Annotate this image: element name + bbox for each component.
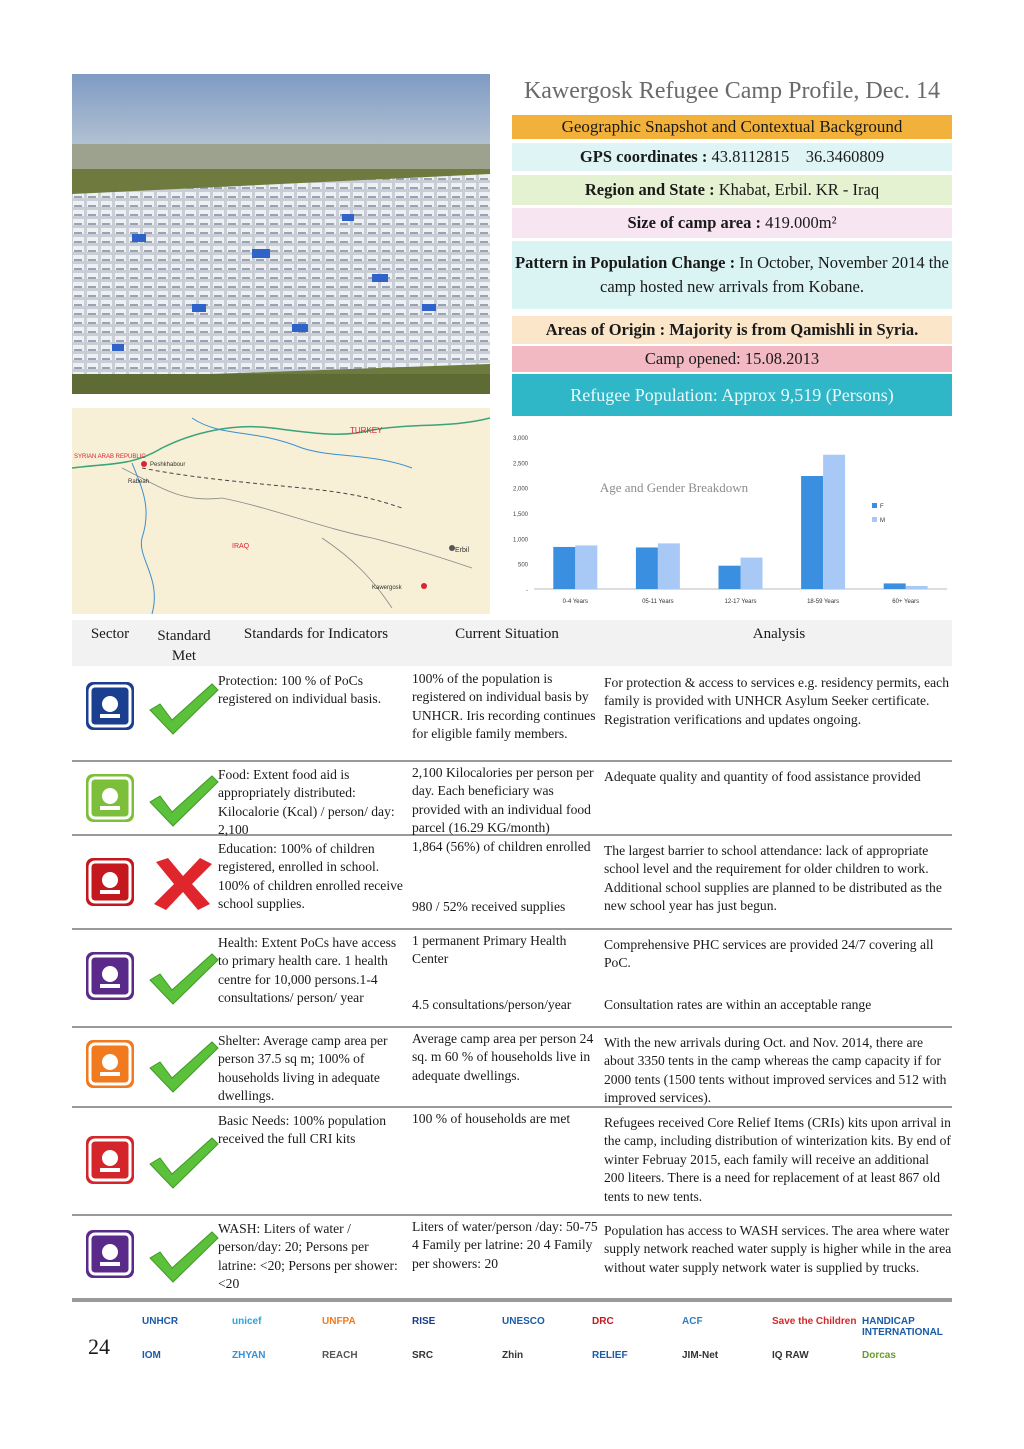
x-tick-label: 0-4 Years xyxy=(562,599,588,605)
bar-f-2 xyxy=(719,566,741,589)
size-label: Size of camp area : xyxy=(627,213,761,232)
partner-logo: DRC xyxy=(592,1316,614,1327)
partner-logo: JIM-Net xyxy=(682,1350,719,1361)
age-gender-chart xyxy=(492,425,952,615)
map-label-kawergosk: Kawergosk xyxy=(372,585,402,591)
page-number: 24 xyxy=(88,1334,110,1359)
current-cell: Liters of water/person /day: 50-75 4 Family per latrine: 20 4 Family per showers: 20 xyxy=(412,1219,598,1271)
partner-logo: unicef xyxy=(232,1316,262,1327)
gps-value: 43.8112815 36.3460809 xyxy=(711,147,885,166)
shelter-icon xyxy=(86,1040,134,1088)
partner-logo: UNESCO xyxy=(502,1316,545,1327)
partner-logo: ACF xyxy=(682,1316,703,1327)
header-sector: Sector xyxy=(90,626,130,642)
partner-logo: Save the Children xyxy=(772,1316,857,1327)
partner-logo: Dorcas xyxy=(862,1350,896,1361)
legend-label: M xyxy=(880,518,885,524)
bar-f-3 xyxy=(801,476,823,589)
location-map xyxy=(72,408,490,614)
map-label-rabeah: Rabeah xyxy=(128,479,150,485)
partner-logo: ZHYAN xyxy=(232,1350,266,1361)
y-tick-label: 500 xyxy=(517,562,528,569)
table-row xyxy=(72,1028,952,1108)
partner-logo: RISE xyxy=(412,1316,436,1327)
map-label-peshkhabour: Peshkhabour xyxy=(150,462,186,468)
legend-swatch xyxy=(872,517,877,522)
refugee-population: Refugee Population: Approx 9,519 (Persons) xyxy=(512,374,952,416)
size-strip xyxy=(512,208,952,238)
y-tick-label: 2,500 xyxy=(512,461,528,468)
chart-svg xyxy=(492,425,952,615)
y-tick-label: - xyxy=(526,588,528,594)
current-cell-secondary: 4.5 consultations/person/year xyxy=(412,997,572,1012)
table-row xyxy=(72,836,952,930)
map-label-turkey: TURKEY xyxy=(350,426,383,435)
analysis-cell: Population has access to WASH services. The area where water supply network reached water supply is higher while in the area without water supply network water is supplied by trucks. xyxy=(604,1223,952,1275)
analysis-cell-secondary: Consultation rates are within an acceptable range xyxy=(604,997,872,1012)
y-tick-label: 1,500 xyxy=(512,512,528,518)
table-row xyxy=(72,668,952,762)
map-label-syria: SYRIAN ARAB REPUBLIC xyxy=(74,454,146,460)
camp-photo xyxy=(72,74,490,394)
region-label: Region and State : xyxy=(584,180,715,199)
standard-cell: Protection: 100 % of PoCs registered on individual basis. xyxy=(218,673,382,707)
current-cell: 100% of the population is registered on individual basis by UNHCR. Iris recording continues for eligible family members. xyxy=(412,671,596,742)
analysis-cell: Comprehensive PHC services are provided 24/7 covering all PoC. xyxy=(604,937,934,971)
current-cell: 2,100 Kilocalories per person per day. Each beneficiary was provided with an individual food parcel (16.29 KG/month) xyxy=(412,765,594,836)
header-standard-met: Standard Met xyxy=(157,628,211,664)
current-cell: Average camp area per person 24 sq. m 60 % of households live in adequate dwellings. xyxy=(412,1031,594,1083)
check-icon xyxy=(146,950,220,1006)
pattern-value: In October, November 2014 the camp hosted new arrivals from Kobane. xyxy=(600,253,949,296)
table-header xyxy=(72,620,952,666)
partner-logo: IQ RAW xyxy=(772,1350,809,1361)
partner-logo: SRC xyxy=(412,1350,434,1361)
partner-logo: UNFPA xyxy=(322,1316,356,1327)
partner-logo: IOM xyxy=(142,1350,161,1361)
y-tick-label: 3,000 xyxy=(512,436,528,442)
map-label-erbil: Erbil xyxy=(455,547,470,554)
current-cell-secondary: 980 / 52% received supplies xyxy=(412,899,566,914)
current-cell: 1,864 (56%) of children enrolled xyxy=(412,839,591,854)
table-row xyxy=(72,930,952,1028)
table-row xyxy=(72,1108,952,1216)
partner-logo: HANDICAP INTERNATIONAL xyxy=(862,1316,943,1338)
legend-swatch xyxy=(872,503,877,508)
check-icon xyxy=(146,772,220,828)
header-analysis: Analysis xyxy=(752,626,806,642)
y-tick-label: 1,000 xyxy=(512,537,528,544)
gps-strip xyxy=(512,143,952,171)
map-label-iraq: IRAQ xyxy=(232,543,250,550)
partner-logo: REACH xyxy=(322,1350,358,1361)
standard-cell: Shelter: Average camp area per person 37.5 sq m; 100% of households living in adequate dwellings. xyxy=(218,1033,388,1104)
check-icon xyxy=(146,1134,220,1190)
bar-m-0 xyxy=(575,545,597,589)
camp-opened: Camp opened: 15.08.2013 xyxy=(512,346,952,372)
standard-cell: Basic Needs: 100% population received the full CRI kits xyxy=(218,1113,387,1147)
partner-logos xyxy=(72,1300,952,1382)
standard-cell: WASH: Liters of water / person/day: 20; Persons per latrine: <20; Persons per shower: <20 xyxy=(218,1221,398,1292)
origin-value: Majority is from Qamishli in Syria. xyxy=(669,320,919,339)
partner-logo: RELIEF xyxy=(592,1350,628,1361)
food-icon xyxy=(86,774,134,822)
x-tick-label: 60+ Years xyxy=(892,599,920,605)
standard-cell: Education: 100% of children registered, enrolled in school. 100% of children enrolled receive school supplies. xyxy=(218,841,403,912)
education-icon xyxy=(86,858,134,906)
analysis-cell: For protection & access to services e.g. residency permits, each family is provided with UNHCR Asylum Seeker certificate. Registration verifications and updates ongoing. xyxy=(604,675,950,727)
check-icon xyxy=(146,680,220,736)
analysis-cell: Adequate quality and quantity of food assistance provided xyxy=(604,769,921,784)
table-row xyxy=(72,762,952,836)
bar-f-4 xyxy=(884,583,906,589)
analysis-cell: Refugees received Core Relief Items (CRIs) kits upon arrival in the camp, including distribution of winterization kits. By end of winter Februay 2015, each family will receive an additional 200 liteers. There is a need for replacement of at least 867 old tents to new tents. xyxy=(604,1115,951,1204)
check-icon xyxy=(146,1228,220,1284)
size-value: 419.000m² xyxy=(765,213,837,232)
bar-m-2 xyxy=(741,558,763,589)
check-icon xyxy=(146,1038,220,1094)
header-current: Current Situation xyxy=(455,626,559,642)
region-strip xyxy=(512,175,952,205)
snapshot-header: Geographic Snapshot and Contextual Background xyxy=(512,115,952,139)
analysis-cell: The largest barrier to school attendance: lack of appropriate school level and the requirement for older children to work. Additional school supplies are planned to be distributed as the new school year has just begun. xyxy=(604,843,942,914)
current-cell: 1 permanent Primary Health Center xyxy=(412,933,567,967)
wash-icon xyxy=(86,1230,134,1278)
cross-icon xyxy=(146,856,220,912)
pattern-label: Pattern in Population Change : xyxy=(515,253,736,272)
bar-f-1 xyxy=(636,547,658,589)
chart-title: Age and Gender Breakdown xyxy=(599,480,749,495)
x-tick-label: 12-17 Years xyxy=(724,599,757,605)
page-title: Kawergosk Refugee Camp Profile, Dec. 14 xyxy=(523,78,941,104)
region-value: Khabat, Erbil. KR - Iraq xyxy=(718,180,880,199)
partner-logo: UNHCR xyxy=(142,1316,179,1327)
bar-m-3 xyxy=(823,455,845,589)
standard-cell: Health: Extent PoCs have access to primary health care. 1 health centre for 10,000 persons.1-4 consultations/ person/ year xyxy=(218,935,397,1006)
header-standards: Standards for Indicators xyxy=(243,626,389,642)
gps-label: GPS coordinates : xyxy=(579,147,708,166)
legend-label: F xyxy=(880,504,884,510)
health-icon xyxy=(86,952,134,1000)
standard-cell: Food: Extent food aid is appropriately distributed: Kilocalorie (Kcal) / person/ day: 2,100 xyxy=(218,767,395,838)
protection-icon xyxy=(86,682,134,730)
origin-label: Areas of Origin : xyxy=(545,320,666,339)
x-tick-label: 18-59 Years xyxy=(807,599,840,605)
table-row xyxy=(72,1216,952,1300)
basic-needs-icon xyxy=(86,1136,134,1184)
bar-m-4 xyxy=(906,586,928,589)
pattern-strip xyxy=(512,241,952,309)
x-tick-label: 05-11 Years xyxy=(642,599,674,605)
partner-logo: Zhin xyxy=(502,1350,524,1361)
y-tick-label: 2,000 xyxy=(512,486,528,493)
current-cell: 100 % of households are met xyxy=(412,1111,571,1126)
origin-strip xyxy=(512,316,952,344)
bar-m-1 xyxy=(658,543,680,589)
bar-f-0 xyxy=(553,547,575,589)
analysis-cell: With the new arrivals during Oct. and Nov. 2014, there are about 3350 tents in the camp whereas the camp capacity if for 2000 tents (1500 tents without improved services and 512 with improved services). xyxy=(604,1035,947,1106)
